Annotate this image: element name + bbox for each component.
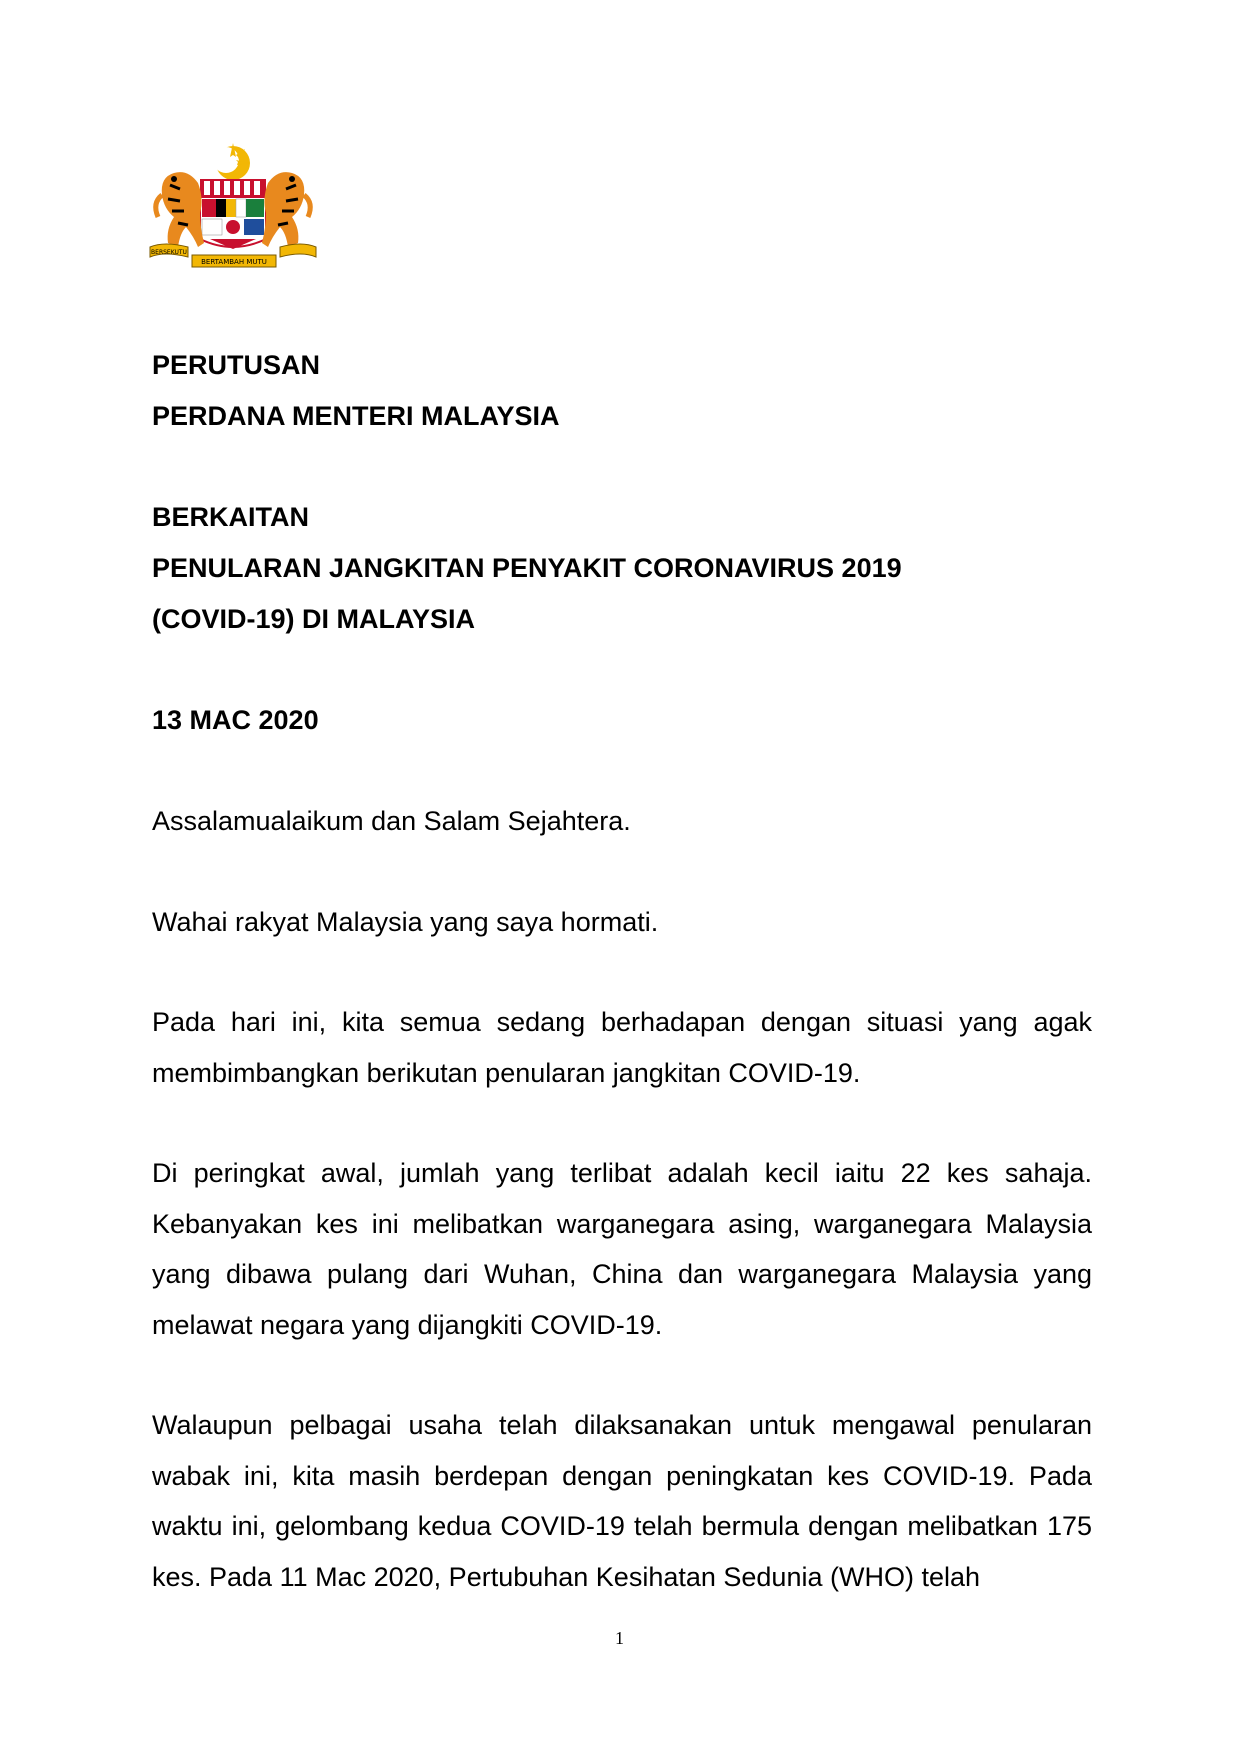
page-number: 1 bbox=[615, 1628, 624, 1648]
paragraph-early-cases: Di peringkat awal, jumlah yang terlibat adalah kecil iaitu 22 kes sahaja. Kebanyakan kes ini melibatkan warganegara asing, warganegara Malaysia yang dibawa pulang dari Wuhan, China dan warganegara Malaysia yang melawat negara yang dijangkiti COVID-19. bbox=[152, 1158, 1092, 1340]
document-body bbox=[152, 340, 1092, 1652]
shield-icon bbox=[200, 179, 266, 249]
motto-left-text: BERSEKUTU bbox=[151, 249, 187, 256]
subject-block bbox=[152, 492, 1092, 645]
motto-right-text: BERTAMBAH MUTU bbox=[201, 258, 267, 266]
paragraph-address: Wahai rakyat Malaysia yang saya hormati. bbox=[152, 906, 659, 937]
crescent-star-icon bbox=[213, 143, 250, 180]
paragraph-second-wave: Walaupun pelbagai usaha telah dilaksanakan untuk mengawal penularan wabak ini, kita masih berdepan dengan peningkatan kes COVID-19. Pada waktu ini, gelombang kedua COVID-19 telah bermula dengan melibatkan 175 kes. Pada 11 Mac 2020, Pertubuhan Kesihatan Sedunia (WHO) telah bbox=[152, 1410, 1092, 1592]
title-line-1: PERUTUSAN bbox=[152, 350, 321, 380]
subject-line-2: PENULARAN JANGKITAN PENYAKIT CORONAVIRUS 2019 bbox=[152, 553, 902, 583]
subject-line-3: (COVID-19) DI MALAYSIA bbox=[152, 604, 476, 634]
left-tiger-icon bbox=[156, 172, 204, 247]
title-line-2: PERDANA MENTERI MALAYSIA bbox=[152, 401, 560, 431]
malaysia-coat-of-arms bbox=[144, 143, 322, 279]
paragraph-situation: Pada hari ini, kita semua sedang berhadapan dengan situasi yang agak membimbangkan berikutan penularan jangkitan COVID-19. bbox=[152, 1007, 1092, 1088]
paragraph-greeting: Assalamualaikum dan Salam Sejahtera. bbox=[152, 806, 631, 836]
subject-line-1: BERKAITAN bbox=[152, 502, 309, 532]
document-date: 13 MAC 2020 bbox=[152, 705, 319, 735]
title-block bbox=[152, 340, 1092, 442]
right-tiger-icon bbox=[262, 172, 310, 247]
